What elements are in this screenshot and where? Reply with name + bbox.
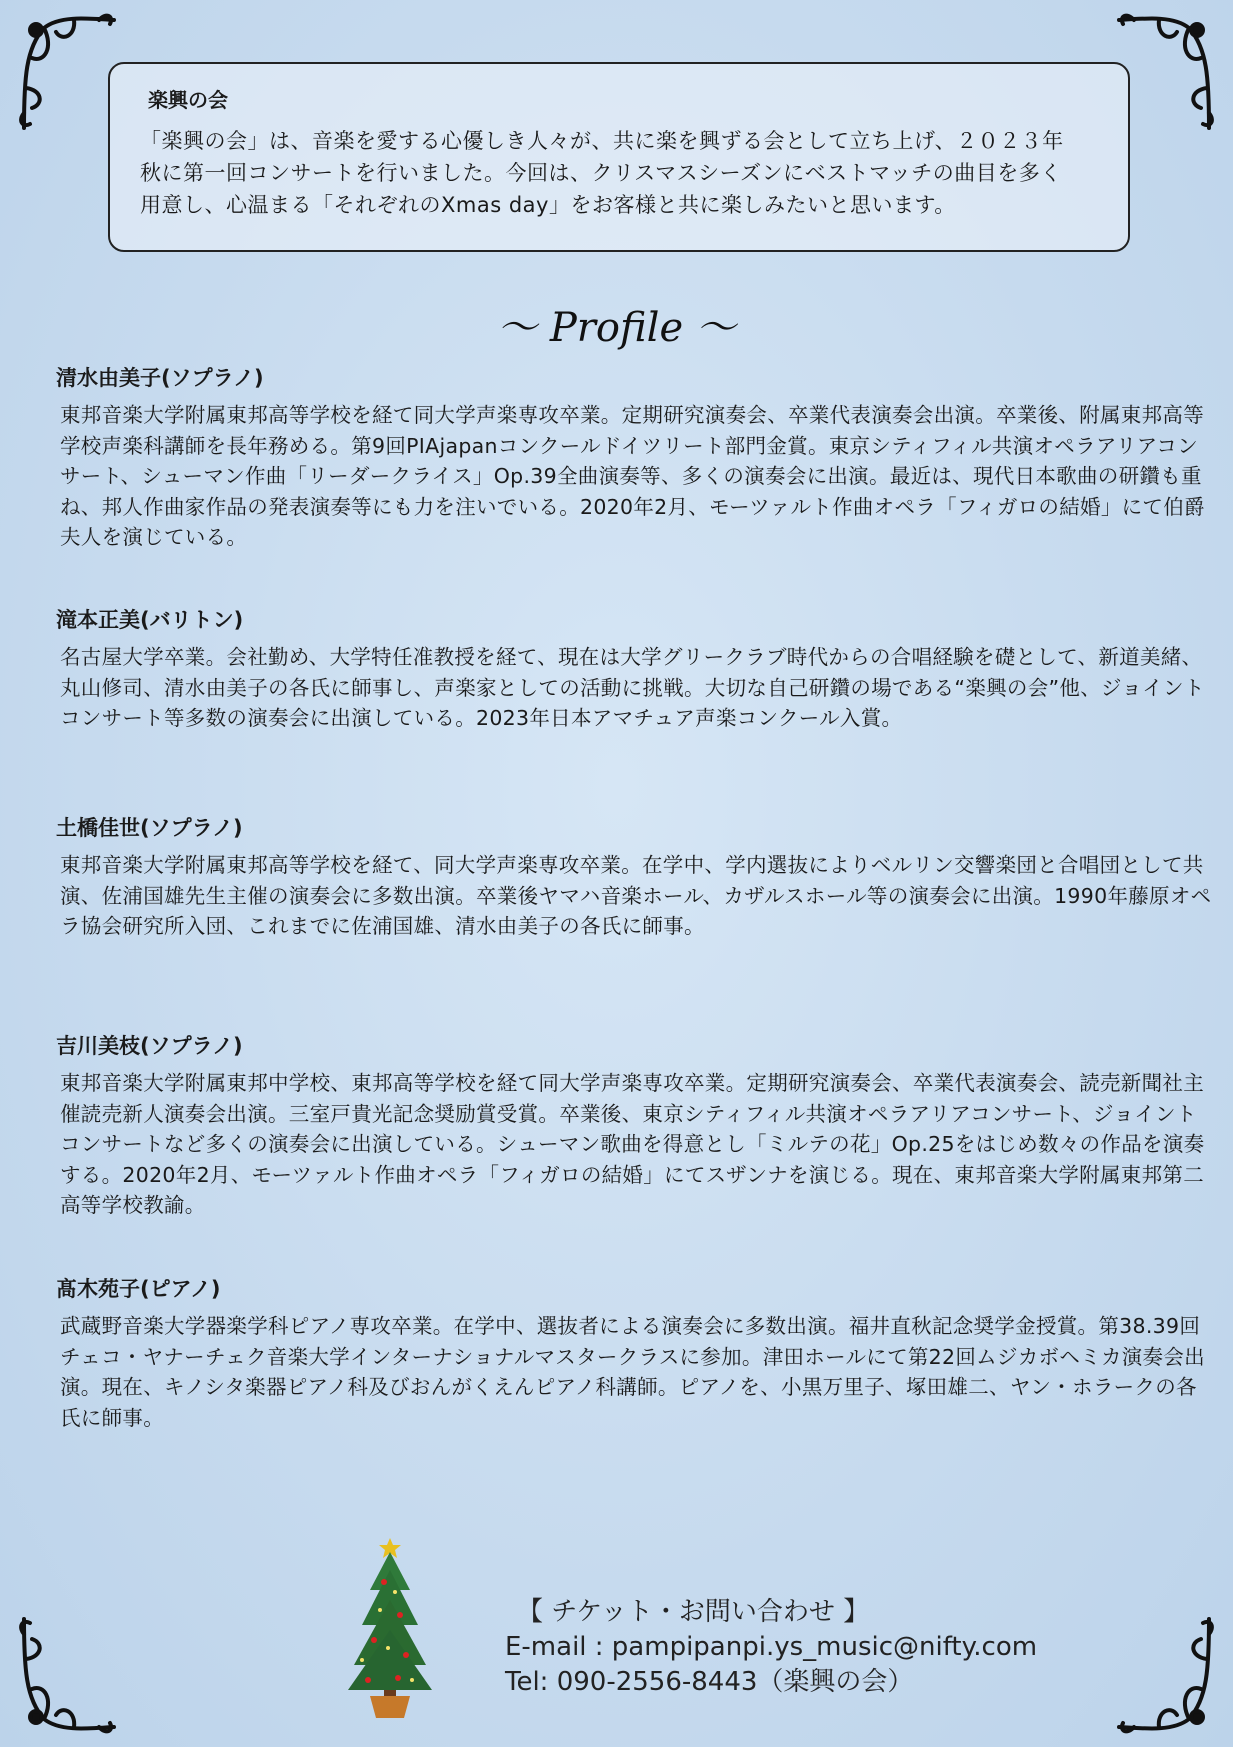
contact-email: E-mail : pampipanpi.ys_music@nifty.com [505, 1632, 1038, 1662]
performer-bio: 東邦音楽大学附属東邦中学校、東邦高等学校を経て同大学声楽専攻卒業。定期研究演奏会、卒業代表演奏会、読売新聞社主催読売新人演奏会出演。三室戸貴光記念奨励賞受賞。卒業後、東京シティフィル共演オペラアリアコンサート、ジョイントコンサートなど多くの演奏会に出演している。シューマン歌曲を得意とし「ミルテの花」Op.25をはじめ数々の作品を演奏する。2020年2月、モーツァルト作曲オペラ「フィガロの結婚」にてスザンナを演じる。現在、東邦音楽大学附属東邦第二高等学校教諭。 [60, 1071, 1205, 1217]
corner-ornament-bottom-right [1109, 1609, 1219, 1739]
performer-bio: 武蔵野音楽大学器楽学科ピアノ専攻卒業。在学中、選抜者による演奏会に多数出演。福井直秋記念奨学金授賞。第38.39回チェコ・ヤナーチェク音楽大学インターナショナルマスタークラスに参加。津田ホールにて第22回ムジカボヘミカ演奏会出演。現在、キノシタ楽器ピアノ科及びおんがくえんピアノ科講師。ピアノを、小黒万里子、塚田雄二、ヤン・ホラークの各氏に師事。 [60, 1314, 1205, 1430]
intro-title: 楽興の会 [148, 88, 228, 112]
profile-entry [54, 1273, 1214, 1433]
christmas-tree-icon [340, 1530, 440, 1720]
performer-name: 清水由美子(ソプラノ) [56, 366, 264, 390]
contact-tel: Tel: 090-2556-8443（楽興の会） [505, 1667, 914, 1697]
corner-ornament-bottom-left [14, 1609, 124, 1739]
performer-bio: 東邦音楽大学附属東邦高等学校を経て同大学声楽専攻卒業。定期研究演奏会、卒業代表演奏会出演。卒業後、附属東邦高等学校声楽科講師を長年務める。第9回PIAjapanコンクールドイツリート部門金賞。東京シティフィル共演オペラアリアコンサート、シューマン作曲「リーダークライス」Op.39全曲演奏等、多くの演奏会に出演。最近は、現代日本歌曲の研鑽も重ね、邦人作曲家作品の発表演奏等にも力を注いでいる。2020年2月、モーツァルト作曲オペラ「フィガロの結婚」にて伯爵夫人を演じている。 [60, 403, 1205, 549]
performer-name: 土橋佳世(ソプラノ) [56, 816, 243, 840]
performer-bio: 名古屋大学卒業。会社勤め、大学特任准教授を経て、現在は大学グリークラブ時代からの合唱経験を礎として、新道美緒、丸山修司、清水由美子の各氏に師事し、声楽家としての活動に挑戦。大切な自己研鑽の場である“楽興の会”他、ジョイントコンサート等多数の演奏会に出演している。2023年日本アマチュア声楽コンクール入賞。 [60, 645, 1205, 730]
profile-heading: 〜 Profile 〜 [497, 305, 736, 351]
profile-entry [54, 812, 1214, 942]
performer-name: 吉川美枝(ソプラノ) [56, 1034, 243, 1058]
contact-title: 【 チケット・お問い合わせ 】 [517, 1597, 870, 1627]
intro-box [108, 62, 1130, 252]
contact-block [505, 1595, 1037, 1700]
performer-name: 滝本正美(バリトン) [56, 608, 244, 632]
profile-entry [54, 1030, 1214, 1221]
profile-entry [54, 604, 1214, 734]
profile-entry [54, 362, 1214, 553]
performer-name: 髙木苑子(ピアノ) [56, 1277, 221, 1301]
intro-text: 「楽興の会」は、音楽を愛する心優しき人々が、共に楽を興ずる会として立ち上げ、２０２３年秋に第一回コンサートを行いました。今回は、クリスマスシーズンにベストマッチの曲目を多く用意し、心温まる「それぞれのXmas day」をお客様と共に楽しみたいと思います。 [140, 129, 1064, 217]
performer-bio: 東邦音楽大学附属東邦高等学校を経て、同大学声楽専攻卒業。在学中、学内選抜によりベルリン交響楽団と合唱団として共演、佐浦国雄先生主催の演奏会に多数出演。卒業後ヤマハ音楽ホール、カザルスホール等の演奏会に出演。1990年藤原オペラ協会研究所入団、これまでに佐浦国雄、清水由美子の各氏に師事。 [60, 853, 1212, 938]
